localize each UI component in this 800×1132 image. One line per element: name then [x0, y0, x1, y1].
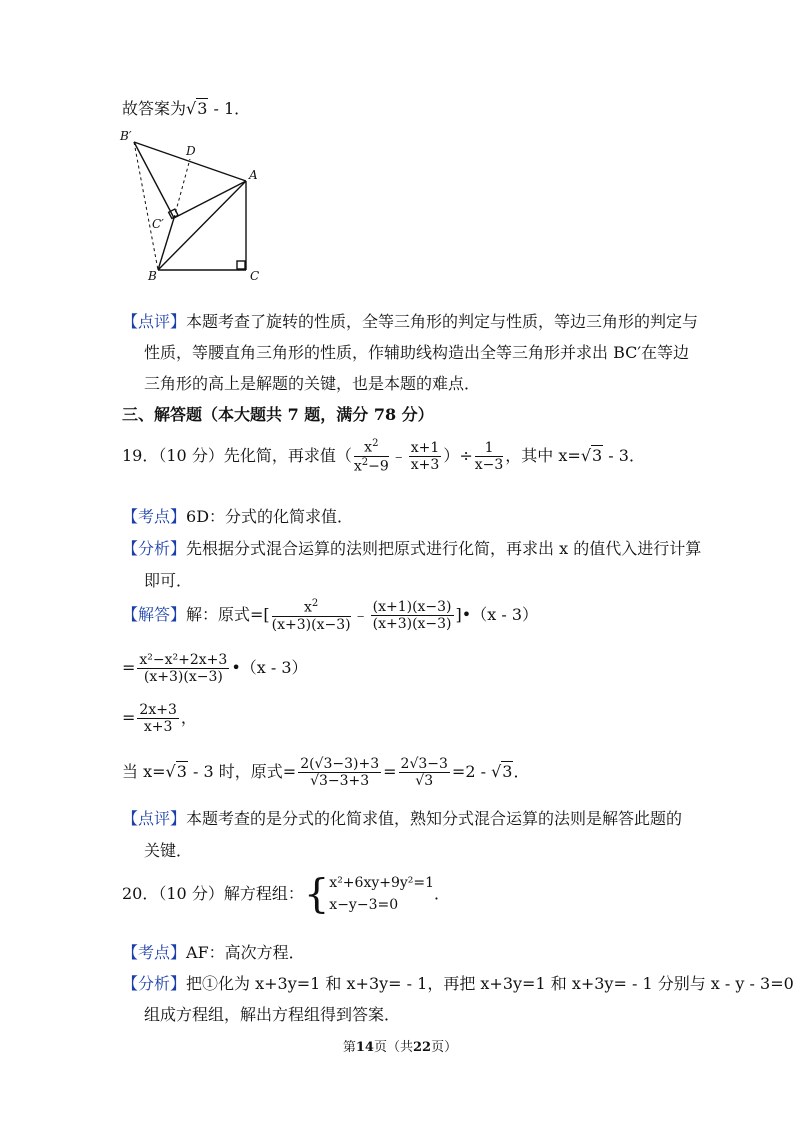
step2-num: x²−x²+2x+3 [139, 652, 228, 668]
step4-a: 当 x= [122, 762, 166, 782]
equation-1: x²+6xy+9y²=1 [329, 875, 435, 891]
jieda-fraction-a [272, 598, 351, 633]
dashed-cprime-d [174, 159, 190, 218]
label-d: D [186, 144, 196, 158]
q19-tail2: - 3． [603, 445, 645, 465]
step2-den: (x+3)(x−3) [143, 669, 223, 686]
review19-tag: 【点评】 [122, 809, 187, 828]
f3-num: 1 [475, 440, 504, 457]
jieda-19-step-3 [122, 702, 197, 735]
fenxi-20-line-1 [122, 971, 794, 994]
system-brace: { [303, 871, 330, 918]
step4-f2-num: 2√3−3 [400, 756, 448, 772]
q19-close: ）÷ [443, 445, 473, 465]
q19-fraction-1 [354, 438, 389, 475]
step4-d: ． [513, 762, 530, 782]
jieda-19-line-1 [122, 598, 538, 633]
step3-fraction [137, 702, 178, 735]
equation-2: x−y−3=0 [329, 897, 399, 914]
q19-minus: ﹣ [390, 445, 407, 465]
line-cprime-a [174, 181, 246, 218]
review-1-line-1 [122, 309, 698, 332]
label-b: B [148, 269, 157, 283]
kaodian-19 [122, 504, 353, 527]
review19-text: 本题考查的是分式的化简求值，熟知分式混合运算的法则是解答此题的 [186, 809, 683, 828]
review-1-line-2: 性质，等腰直角三角形的性质，作辅助线构造出全等三角形并求出 BC′在等边 [144, 343, 690, 362]
step3-tail: ， [180, 708, 197, 728]
review-text: 本题考查了旋转的性质，全等三角形的判定与性质，等边三角形的判定与 [186, 312, 699, 331]
q19-tail: ，其中 x= [505, 445, 581, 465]
page-footer [0, 1036, 800, 1055]
label-b-prime: B′ [120, 129, 132, 143]
f2-den: x+3 [410, 456, 440, 473]
label-a: A [249, 168, 258, 182]
step4-c: =2 - [451, 762, 492, 782]
jieda-lead: 解：原式=[ [186, 604, 270, 624]
jieda-tail: ]•（x - 3） [455, 604, 538, 624]
f1-num-sup: 2 [372, 438, 379, 449]
b-num: (x+1)(x−3) [372, 598, 452, 615]
q19-text: 先化简，再求值（ [223, 445, 352, 465]
step4-eq: = [383, 762, 397, 782]
review-tag: 【点评】 [122, 312, 187, 331]
fenxi-tag: 【分析】 [122, 539, 187, 558]
jieda-tag: 【解答】 [122, 604, 187, 624]
footer-c: 页） [431, 1040, 458, 1055]
fenxi20-tag: 【分析】 [122, 974, 187, 993]
step3-lead: = [122, 708, 136, 728]
step4-sqrt: 3 [176, 762, 187, 782]
kaodian20-tag: 【考点】 [122, 943, 187, 962]
q19-fraction-3 [475, 440, 504, 473]
f1-num: x [364, 439, 373, 456]
label-c: C [250, 269, 260, 283]
jieda-19-step-2 [122, 652, 308, 685]
fenxi20-text: 把①化为 x+3y=1 和 x+3y= - 1，再把 x+3y=1 和 x+3y= - 1 分别与 x - y - 3=0 [186, 974, 794, 993]
fenxi-20-line-2: 组成方程组，解出方程组得到答案． [144, 1005, 401, 1024]
f1-den-sup: 2 [361, 456, 369, 468]
q19-fraction-2 [409, 440, 442, 473]
right-angle-c [237, 261, 245, 269]
review-19-line-2: 关键． [144, 841, 193, 860]
f1-den: x [353, 458, 362, 475]
kaodian-20 [122, 940, 305, 963]
step4-fraction-1 [298, 756, 381, 789]
step2-lead: = [122, 658, 136, 678]
footer-total: 22 [413, 1040, 432, 1055]
answer-suffix: - 1． [208, 99, 251, 118]
q19-score: （10 分） [158, 445, 224, 465]
fenxi-19-line-1 [122, 536, 701, 559]
question-19: 19．（10 分）先化简，再求值（ $\frac{x^2}{x^2-9}$ ﹣ $\frac{x+1}{x+3}$ ）÷ $\frac{1}{x-3}$ ，其中 x=√3 - 3． [122, 438, 645, 475]
fenxi-text: 先根据分式混合运算的法则把原式进行化简，再求出 x 的值代入进行计算 [186, 539, 702, 558]
question-20 [122, 872, 450, 917]
a-num: x [303, 599, 312, 616]
dashed-bprime-b [134, 142, 158, 270]
q20-score: （10 分） [158, 883, 224, 903]
jieda-19-step-4: 当 x=√3 - 3 时，原式= $\frac{2(√3-3)+3}{√3-3+3}$ = $\frac{2√3-3}{√3}$ =2 - √3． [122, 756, 530, 790]
footer-page: 14 [355, 1040, 374, 1055]
fenxi-19-line-2: 即可． [144, 571, 193, 590]
step4-sqrt2: 3 [502, 762, 513, 782]
step4-fraction-2 [399, 756, 450, 789]
kaodian20-text: AF：高次方程． [186, 943, 305, 962]
a-num-sup: 2 [311, 598, 319, 609]
f1-den-tail: −9 [368, 458, 389, 475]
jieda-fraction-b [371, 599, 454, 632]
q19-number: 19． [122, 445, 159, 465]
step4-b: - 3 时，原式= [187, 762, 297, 782]
footer-a: 第 [342, 1040, 356, 1055]
label-c-prime: C′ [152, 217, 164, 231]
f3-den: x−3 [474, 456, 504, 473]
step4-f1-num: 2(√3−3)+3 [300, 756, 380, 772]
b-den: (x+3)(x−3) [372, 615, 452, 632]
step2-fraction [137, 652, 229, 685]
step3-num: 2x+3 [139, 702, 177, 718]
kaodian-tag: 【考点】 [122, 507, 187, 526]
step3-den: x+3 [143, 719, 173, 736]
footer-b: 页（共 [373, 1040, 413, 1055]
answer-prefix: 故答案为 [122, 99, 187, 118]
step4-f1-den: √3−3+3 [310, 773, 370, 790]
answer-sqrt: 3 [197, 99, 208, 118]
review-1-line-3: 三角形的高上是解题的关键，也是本题的难点． [144, 374, 481, 393]
kaodian-text: 6D：分式的化简求值． [186, 507, 354, 526]
equation-system [329, 872, 434, 917]
step2-tail: •（x - 3） [231, 658, 308, 678]
q20-text: 解方程组： [223, 883, 304, 903]
geometry-figure [118, 122, 278, 284]
a-den: (x+3)(x−3) [271, 616, 351, 633]
section-heading: 三、解答题（本大题共 7 题，满分 78 分） [122, 405, 434, 424]
review-19-line-1 [122, 806, 682, 829]
f2-num: x+1 [410, 439, 440, 456]
answer-line: 故答案为√3 - 1． [122, 99, 251, 118]
q20-end: ． [434, 883, 451, 903]
step4-f2-den: √3 [415, 773, 434, 790]
q20-number: 20． [122, 883, 159, 903]
q19-sqrt: 3 [592, 445, 603, 465]
jieda-minus: ﹣ [352, 604, 369, 624]
